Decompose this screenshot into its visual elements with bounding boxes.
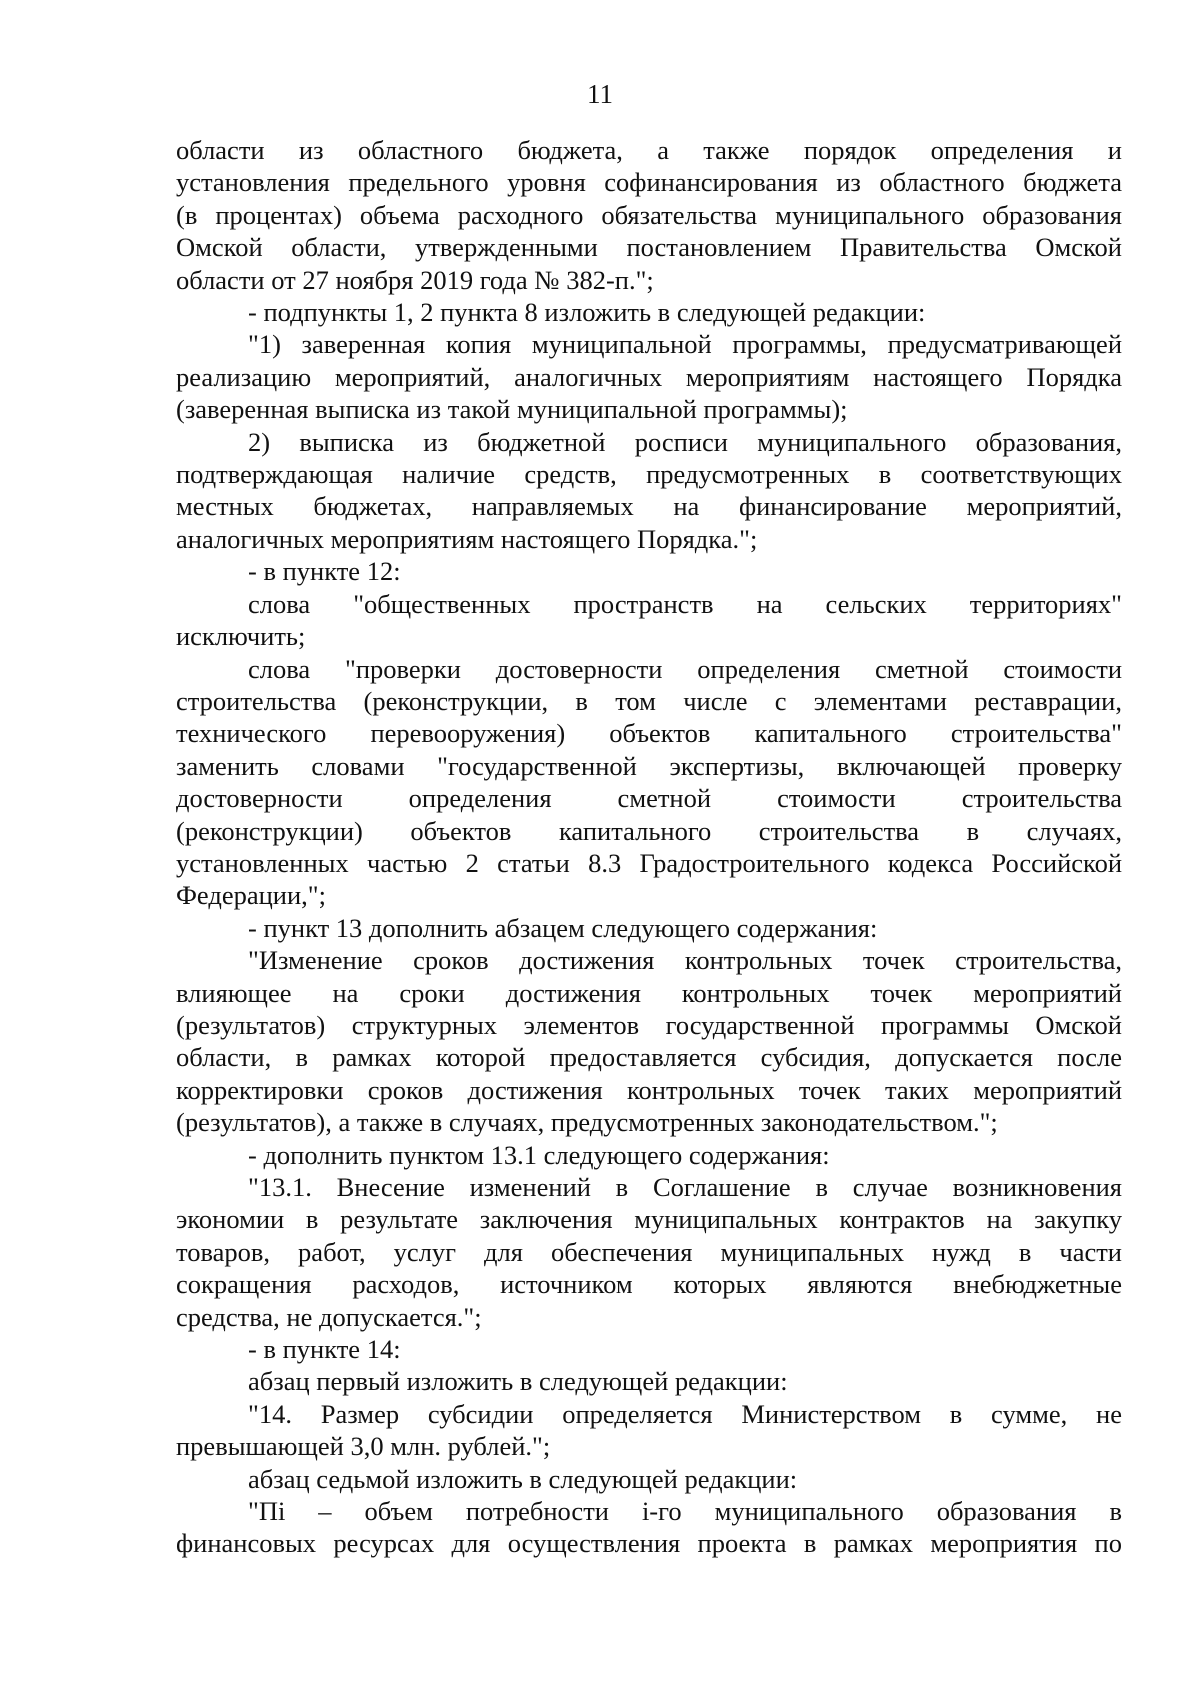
text-line: "Изменение сроков достижения контрольных точек строительства, xyxy=(248,945,1122,976)
text-line: слова "проверки достоверности определения сметной стоимости xyxy=(248,653,1122,684)
text-line: области от 27 ноября 2019 года № 382-п."; xyxy=(176,264,654,295)
text-line: - подпункты 1, 2 пункта 8 изложить в следующей редакции: xyxy=(248,297,926,328)
text-line: - в пункте 12: xyxy=(248,556,401,587)
text-line: абзац первый изложить в следующей редакции: xyxy=(248,1366,788,1397)
text-line: "1) заверенная копия муниципальной программы, предусматривающей xyxy=(248,329,1122,360)
text-line: аналогичных мероприятиям настоящего Порядка."; xyxy=(176,523,758,554)
text-line: местных бюджетах, направляемых на финансирование мероприятий, xyxy=(176,491,1122,522)
document-body xyxy=(176,134,1122,1560)
text-line: подтверждающая наличие средств, предусмотренных в соответствующих xyxy=(176,459,1122,490)
text-line: (заверенная выписка из такой муниципальной программы); xyxy=(176,394,848,425)
text-line: абзац седьмой изложить в следующей редакции: xyxy=(248,1463,798,1494)
page-number: 11 xyxy=(587,79,613,109)
text-line: финансовых ресурсах для осуществления проекта в рамках мероприятия по xyxy=(176,1528,1122,1559)
text-line: товаров, работ, услуг для обеспечения муниципальных нужд в части xyxy=(176,1236,1122,1267)
text-line: 2) выписка из бюджетной росписи муниципального образования, xyxy=(248,426,1122,457)
text-line: заменить словами "государственной экспертизы, включающей проверку xyxy=(176,750,1122,781)
text-line: установления предельного уровня софинансирования из областного бюджета xyxy=(176,167,1122,198)
text-line: (результатов), а также в случаях, предусмотренных законодательством."; xyxy=(176,1107,998,1138)
text-line: (результатов) структурных элементов государственной программы Омской xyxy=(176,1009,1122,1040)
text-line: (в процентах) объема расходного обязательства муниципального образования xyxy=(176,199,1122,230)
text-line: области, в рамках которой предоставляется субсидия, допускается после xyxy=(176,1042,1122,1073)
text-line: установленных частью 2 статьи 8.3 Градостроительного кодекса Российской xyxy=(176,847,1122,878)
text-line: сокращения расходов, источником которых являются внебюджетные xyxy=(176,1269,1122,1300)
text-line: - пункт 13 дополнить абзацем следующего содержания: xyxy=(248,912,878,943)
text-line: превышающей 3,0 млн. рублей."; xyxy=(176,1431,551,1462)
text-line: реализацию мероприятий, аналогичных мероприятиям настоящего Порядка xyxy=(176,361,1122,392)
text-line: - дополнить пунктом 13.1 следующего содержания: xyxy=(248,1139,830,1170)
text-line: области из областного бюджета, а также порядок определения и xyxy=(176,135,1122,165)
text-line: слова "общественных пространств на сельских территориях" xyxy=(248,588,1122,619)
text-line: (реконструкции) объектов капитального строительства в случаях, xyxy=(176,815,1122,846)
text-line: технического перевооружения) объектов капитального строительства" xyxy=(176,718,1122,749)
text-line: "13.1. Внесение изменений в Соглашение в случае возникновения xyxy=(248,1172,1122,1202)
text-line: "Пi – объем потребности i-го муниципального образования в xyxy=(248,1496,1122,1527)
text-line: Омской области, утвержденными постановлением Правительства Омской xyxy=(176,232,1122,263)
text-line: строительства (реконструкции, в том числе с элементами реставрации, xyxy=(176,685,1122,716)
text-line: Федерации,"; xyxy=(176,880,326,911)
text-line: "14. Размер субсидии определяется Министерством в сумме, не xyxy=(248,1398,1122,1429)
text-line: исключить; xyxy=(176,621,306,652)
text-line: влияющее на сроки достижения контрольных точек мероприятий xyxy=(176,977,1122,1008)
text-line: экономии в результате заключения муниципальных контрактов на закупку xyxy=(176,1204,1122,1235)
text-line: достоверности определения сметной стоимости строительства xyxy=(176,783,1122,814)
text-line: корректировки сроков достижения контрольных точек таких мероприятий xyxy=(176,1074,1122,1105)
text-line: - в пункте 14: xyxy=(248,1334,401,1365)
text-line: средства, не допускается."; xyxy=(176,1301,482,1332)
